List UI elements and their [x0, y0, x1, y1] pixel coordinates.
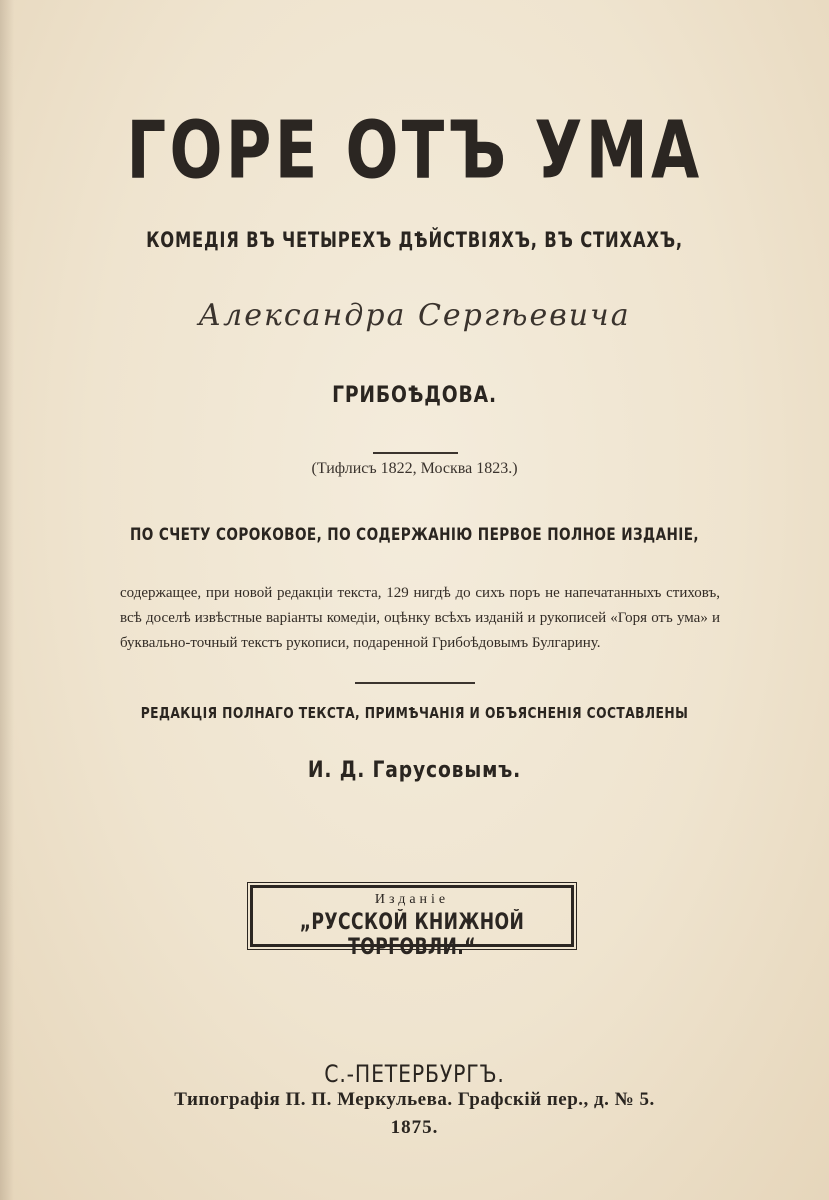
page-edge-shadow: [0, 0, 14, 1200]
author-last-name: ГРИБОѢДОВА.: [332, 383, 497, 408]
edition-description: содержащее, при новой редакціи текста, 129 нигдѣ до сихъ поръ не напечатанныхъ стиховъ, всѣ доселѣ извѣстные варіанты комедіи, оцѣнку всѣхъ изданій и рукописей «Горя отъ ума» и буквально-точный текстъ рукописи, подаренной Грибоѣдовымъ Булгарину.: [120, 585, 720, 651]
book-title: ГОРЕ ОТЪ УМА: [126, 102, 703, 197]
publication-year: 1875.: [390, 1117, 439, 1138]
editor-statement: РЕДАКЦІЯ ПОЛНАГО ТЕКСТА, ПРИМѢЧАНІЯ И ОБЪЯСНЕНІЯ СОСТАВЛЕНЫ: [140, 704, 689, 722]
publisher-name: „РУССКОЙ КНИЖНОЙ ТОРГОВЛИ.“: [299, 910, 525, 960]
editor-name: И. Д. Гарусовымъ.: [307, 758, 522, 783]
book-subtitle: КОМЕДІЯ ВЪ ЧЕТЫРЕХЪ ДѢЙСТВІЯХЪ, ВЪ СТИХАХЪ,: [146, 228, 683, 252]
printer-info: Типографія П. П. Меркульева. Графскій пер., д. № 5.: [174, 1089, 655, 1110]
publisher-stamp-label: Изданіе: [374, 892, 450, 907]
divider-rule: [373, 452, 458, 454]
places-dates: (Тифлисъ 1822, Москва 1823.): [311, 460, 518, 477]
publisher-stamp: [250, 885, 574, 960]
edition-statement: ПО СЧЕТУ СОРОКОВОЕ, ПО СОДЕРЖАНІЮ ПЕРВОЕ ПОЛНОЕ ИЗДАНІЕ,: [130, 525, 699, 545]
divider-rule: [355, 682, 475, 684]
author-first-name: Александра Сергѣевича: [198, 298, 631, 333]
publication-city: С.-ПЕТЕРБУРГЪ.: [324, 1060, 505, 1088]
